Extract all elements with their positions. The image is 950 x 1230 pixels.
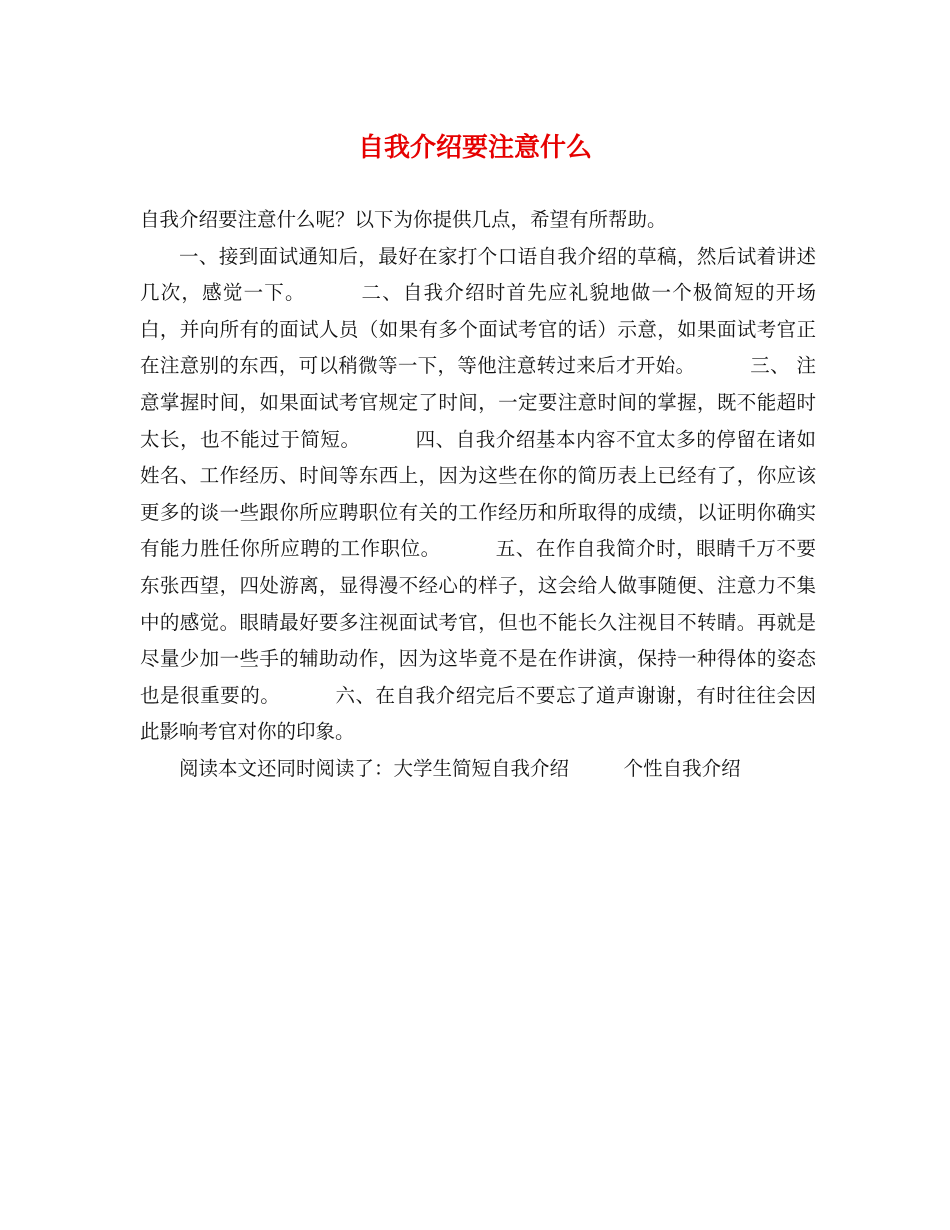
related-prefix: 阅读本文还同时阅读了： [179, 756, 394, 780]
point-1: 一、接到面试通知后，最好在家打个口语自我介绍的草稿，然后试着讲述几次，感觉一下。 [140, 244, 816, 305]
point-6: 六、在自我介绍完后不要忘了道声谢谢，有时往往会因此影响考官对你的印象。 [140, 683, 816, 744]
point-5: 五、在作自我简介时，眼睛千万不要东张西望，四处游离，显得漫不经心的样子，这会给人做事随便、注意力不集中的感觉。眼睛最好要多注视面试考官，但也不能长久注视目不转睛。再就是尽量少加一些手的辅助动作，因为这毕竟不是在作讲演，保持一种得体的姿态也是很重要的。 [140, 537, 816, 707]
points-paragraph [140, 239, 816, 751]
article-body [140, 202, 816, 788]
intro-paragraph [140, 202, 816, 239]
point-4: 四、自我介绍基本内容不宜太多的停留在诸如姓名、工作经历、时间等东西上，因为这些在你的简历表上已经有了，你应该更多的谈一些跟你所应聘职位有关的工作经历和所取得的成绩，以证明你确实有能力胜任你所应聘的工作职位。 [140, 427, 816, 561]
related-reading [140, 751, 816, 788]
page-title: 自我介绍要注意什么 [357, 133, 592, 163]
related-link-1[interactable]: 大学生简短自我介绍 [393, 756, 570, 780]
intro-text: 自我介绍要注意什么呢？以下为你提供几点，希望有所帮助。 [140, 208, 667, 231]
point-3: 三、 注意掌握时间，如果面试考官规定了时间，一定要注意时间的掌握，既不能超时太长，也不能过于简短。 [140, 354, 816, 451]
related-link-2[interactable]: 个性自我介绍 [623, 756, 741, 780]
point-2: 二、自我介绍时首先应礼貌地做一个极简短的开场白，并向所有的面试人员（如果有多个面试考官的话）示意，如果面试考官正在注意别的东西，可以稍微等一下，等他注意转过来后才开始。 [140, 281, 816, 378]
